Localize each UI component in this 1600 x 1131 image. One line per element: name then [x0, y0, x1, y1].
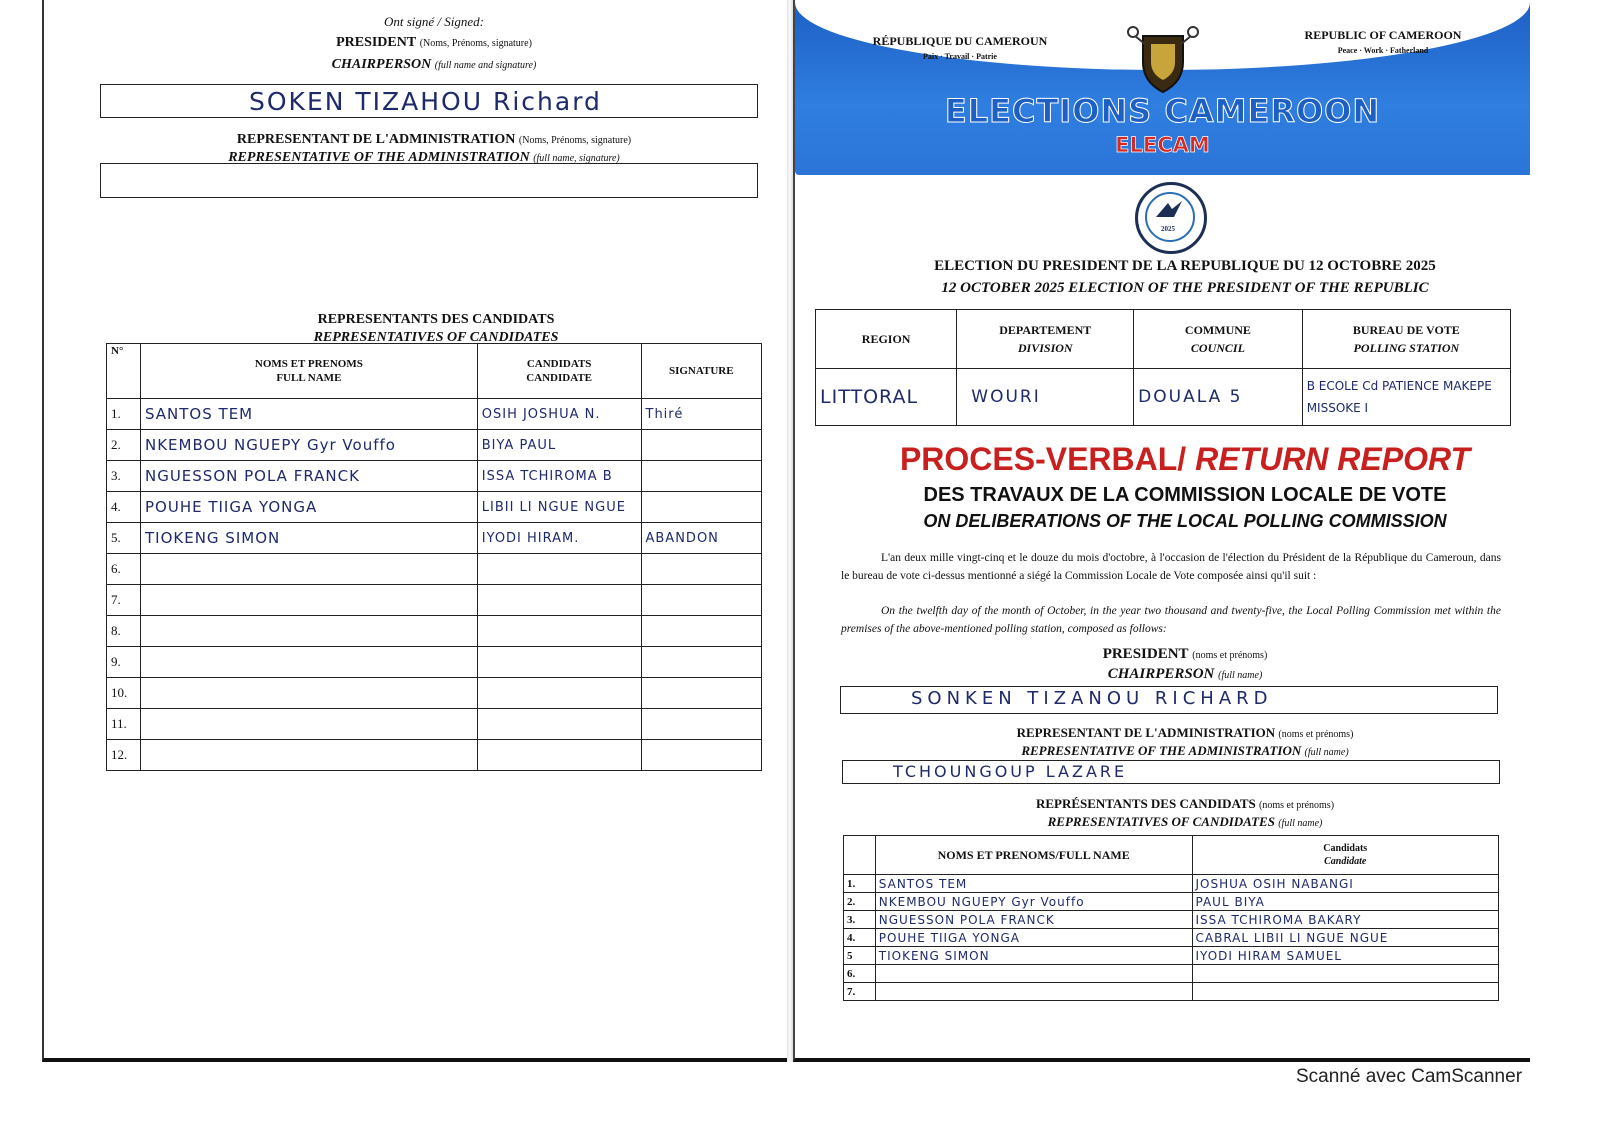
row-number: 12. — [107, 740, 141, 771]
intro-paragraph-en: On the twelfth day of the month of October, in the year two thousand and twenty-five, the Local Polling Commission met within the premises of the above-mentioned polling station, composed as follows: — [841, 605, 1501, 635]
candidate-name[interactable]: ISSA TCHIROMA BAKARY — [1192, 911, 1499, 929]
row-number: 4. — [844, 929, 876, 947]
president-name-box[interactable] — [100, 84, 758, 118]
representative-name[interactable] — [140, 678, 477, 709]
admin-heading: REPRESENTANT DE L'ADMINISTRATION (Noms, Prénoms, signature) — [236, 132, 632, 147]
col-no-header: N° — [107, 344, 141, 399]
row-number: 3. — [107, 461, 141, 492]
representative-name[interactable] — [875, 983, 1192, 1001]
candidate-name[interactable] — [1192, 983, 1499, 1001]
signature-cell[interactable] — [641, 554, 762, 585]
location-table — [815, 309, 1511, 426]
division-value[interactable]: WOURI — [957, 369, 1134, 426]
row-number: 6. — [107, 554, 141, 585]
right-president-name-box[interactable] — [840, 686, 1498, 714]
right-candidates-title: REPRÉSENTANTS DES CANDIDATS (noms et prénoms) — [1035, 796, 1335, 811]
candidate-name[interactable]: CABRAL LIBII LI NGUE NGUE — [1192, 929, 1499, 947]
signature-cell[interactable] — [641, 616, 762, 647]
row-number: 4. — [107, 492, 141, 523]
table-row — [107, 461, 762, 492]
representative-name[interactable]: NKEMBOU NGUEPY Gyr Vouffo — [875, 893, 1192, 911]
table-row — [844, 893, 1499, 911]
row-number: 5. — [107, 523, 141, 554]
representative-name[interactable]: NKEMBOU NGUEPY Gyr Vouffo — [140, 430, 477, 461]
right-col-no-header — [844, 836, 876, 875]
signature-cell[interactable] — [641, 585, 762, 616]
col-candidate-header: CANDIDATS CANDIDATE — [477, 344, 641, 399]
candidate-name[interactable]: PAUL BIYA — [1192, 893, 1499, 911]
candidate-name[interactable] — [477, 678, 641, 709]
candidate-name[interactable] — [477, 647, 641, 678]
bird-emblem-icon — [1154, 199, 1184, 221]
table-row — [844, 947, 1499, 965]
representative-name[interactable]: POUHE TIIGA YONGA — [875, 929, 1192, 947]
candidate-name[interactable] — [1192, 965, 1499, 983]
representative-name[interactable]: SANTOS TEM — [875, 875, 1192, 893]
region-value[interactable]: LITTORAL — [816, 369, 957, 426]
right-candidates-title-en: REPRESENTATIVES OF CANDIDATES (full name) — [1047, 814, 1323, 829]
left-candidates-table — [106, 343, 762, 771]
table-header-row — [107, 344, 762, 399]
table-row — [107, 709, 762, 740]
row-number: 7. — [107, 585, 141, 616]
table-row — [107, 647, 762, 678]
station-header: BUREAU DE VOTE POLLING STATION — [1302, 310, 1510, 369]
representative-name[interactable] — [140, 554, 477, 585]
signature-cell[interactable]: ABANDON — [641, 523, 762, 554]
admin-name-box[interactable] — [100, 163, 758, 198]
council-value[interactable]: DOUALA 5 — [1134, 369, 1303, 426]
right-col-name-header: NOMS ET PRENOMS/FULL NAME — [875, 836, 1192, 875]
right-admin-heading-en: REPRESENTATIVE OF THE ADMINISTRATION (full name) — [1021, 743, 1349, 758]
row-number: 10. — [107, 678, 141, 709]
candidate-name[interactable]: OSIH JOSHUA N. — [477, 399, 641, 430]
election-title-en: 12 OCTOBER 2025 ELECTION OF THE PRESIDENT OF THE REPUBLIC — [941, 280, 1429, 296]
signature-cell[interactable] — [641, 709, 762, 740]
candidate-name[interactable]: ISSA TCHIROMA B — [477, 461, 641, 492]
president-heading: PRESIDENT (Noms, Prénoms, signature) — [336, 35, 532, 50]
candidates-title: REPRESENTANTS DES CANDIDATS — [317, 312, 555, 327]
elecam-seal-icon — [1135, 182, 1207, 254]
candidate-name[interactable] — [477, 585, 641, 616]
president-name: SOKEN TIZAHOU Richard — [249, 87, 602, 116]
signature-cell[interactable] — [641, 492, 762, 523]
right-admin-name-box[interactable] — [842, 760, 1500, 784]
row-number: 11. — [107, 709, 141, 740]
table-row — [844, 983, 1499, 1001]
representative-name[interactable]: POUHE TIIGA YONGA — [140, 492, 477, 523]
org-name: ELECTIONS CAMEROON — [944, 92, 1381, 130]
signed-label: Ont signé / Signed: — [383, 14, 484, 29]
row-number: 7. — [844, 983, 876, 1001]
table-row — [844, 875, 1499, 893]
candidate-name[interactable]: JOSHUA OSIH NABANGI — [1192, 875, 1499, 893]
republic-fr: RÉPUBLIQUE DU CAMEROUN — [872, 34, 1048, 48]
right-table-header-row — [844, 836, 1499, 875]
republic-en: REPUBLIC OF CAMEROON — [1304, 28, 1462, 42]
signature-cell[interactable] — [641, 647, 762, 678]
election-title-fr: ELECTION DU PRESIDENT DE LA REPUBLIQUE DU 12 OCTOBRE 2025 — [934, 258, 1436, 274]
col-name-header: NOMS ET PRENOMS FULL NAME — [140, 344, 477, 399]
chairperson-heading: CHAIRPERSON (full name and signature) — [331, 57, 537, 72]
table-row — [844, 929, 1499, 947]
table-row — [107, 523, 762, 554]
table-row — [107, 492, 762, 523]
location-header-row — [816, 310, 1511, 369]
row-number: 6. — [844, 965, 876, 983]
table-row — [107, 678, 762, 709]
right-president-name: SONKEN TIZANOU RICHARD — [911, 688, 1273, 709]
representative-name[interactable] — [140, 616, 477, 647]
table-row — [107, 430, 762, 461]
org-acronym: ELECAM — [1115, 133, 1210, 157]
table-row — [107, 399, 762, 430]
left-page — [42, 0, 789, 1062]
table-row — [107, 554, 762, 585]
division-header: DEPARTEMENT DIVISION — [957, 310, 1134, 369]
col-signature-header: SIGNATURE — [641, 344, 762, 399]
representative-name[interactable] — [875, 965, 1192, 983]
representative-name[interactable]: TIOKENG SIMON — [875, 947, 1192, 965]
row-number: 1. — [107, 399, 141, 430]
report-subtitle-fr: DES TRAVAUX DE LA COMMISSION LOCALE DE VOTE — [923, 484, 1447, 506]
candidate-name[interactable] — [477, 740, 641, 771]
representative-name[interactable]: TIOKENG SIMON — [140, 523, 477, 554]
right-candidates-table — [843, 835, 1499, 1001]
representative-name[interactable]: SANTOS TEM — [140, 399, 477, 430]
region-header: REGION — [816, 310, 957, 369]
row-number: 2. — [844, 893, 876, 911]
candidate-name[interactable]: LIBII LI NGUE NGUE — [477, 492, 641, 523]
signature-cell[interactable] — [641, 430, 762, 461]
report-subtitle-en: ON DELIBERATIONS OF THE LOCAL POLLING COMMISSION — [923, 511, 1447, 531]
signature-cell[interactable] — [641, 461, 762, 492]
motto-en: Peace · Work · Fatherland — [1337, 46, 1429, 55]
row-number: 1. — [844, 875, 876, 893]
report-title: PROCES-VERBAL/ RETURN REPORT — [899, 441, 1471, 477]
candidates-title-en: REPRESENTATIVES OF CANDIDATES — [313, 330, 559, 345]
row-number: 9. — [107, 647, 141, 678]
representative-name[interactable]: NGUESSON POLA FRANCK — [875, 911, 1192, 929]
candidate-name[interactable] — [477, 554, 641, 585]
right-admin-name: TCHOUNGOUP LAZARE — [893, 762, 1128, 781]
table-row — [844, 911, 1499, 929]
camscanner-watermark: Scanné avec CamScanner — [1296, 1066, 1523, 1087]
signature-cell[interactable]: Thiré — [641, 399, 762, 430]
signature-cell[interactable] — [641, 740, 762, 771]
row-number: 8. — [107, 616, 141, 647]
right-page — [793, 0, 1530, 1062]
table-row — [107, 740, 762, 771]
seal-year: 2025 — [1161, 225, 1175, 233]
candidate-name[interactable]: IYODI HIRAM. — [477, 523, 641, 554]
representative-name[interactable] — [140, 647, 477, 678]
station-value[interactable]: B ECOLE Cd PATIENCE MAKEPE MISSOKE I — [1302, 369, 1510, 426]
row-number: 3. — [844, 911, 876, 929]
representative-name[interactable] — [140, 585, 477, 616]
table-row — [107, 616, 762, 647]
admin-heading-en: REPRESENTATIVE OF THE ADMINISTRATION (full name, signature) — [228, 150, 620, 165]
coat-of-arms-icon — [1125, 22, 1201, 96]
candidate-name[interactable] — [477, 616, 641, 647]
representative-name[interactable] — [140, 709, 477, 740]
right-col-candidate-header: Candidats Candidate — [1192, 836, 1499, 875]
motto-fr: Paix · Travail · Patrie — [923, 52, 997, 61]
representative-name[interactable]: NGUESSON POLA FRANCK — [140, 461, 477, 492]
intro-paragraph-fr: L'an deux mille vingt-cinq et le douze du mois d'octobre, à l'occasion de l'élection du Président de la République du Cameroun, dans le bureau de vote ci-dessus mentionné a siégé la Commission Locale de Vote composée ainsi qu'il suit : — [841, 552, 1501, 582]
candidate-name[interactable]: IYODI HIRAM SAMUEL — [1192, 947, 1499, 965]
table-row — [844, 965, 1499, 983]
table-row — [107, 585, 762, 616]
representative-name[interactable] — [140, 740, 477, 771]
right-president-heading: PRESIDENT (noms et prénoms) — [1102, 646, 1268, 662]
location-value-row — [816, 369, 1511, 426]
row-number: 2. — [107, 430, 141, 461]
candidate-name[interactable] — [477, 709, 641, 740]
row-number: 5 — [844, 947, 876, 965]
right-chairperson-heading: CHAIRPERSON (full name) — [1107, 666, 1263, 682]
signature-cell[interactable] — [641, 678, 762, 709]
council-header: COMMUNE COUNCIL — [1134, 310, 1303, 369]
right-admin-heading: REPRESENTANT DE L'ADMINISTRATION (noms et prénoms) — [1016, 725, 1354, 740]
candidate-name[interactable]: BIYA PAUL — [477, 430, 641, 461]
